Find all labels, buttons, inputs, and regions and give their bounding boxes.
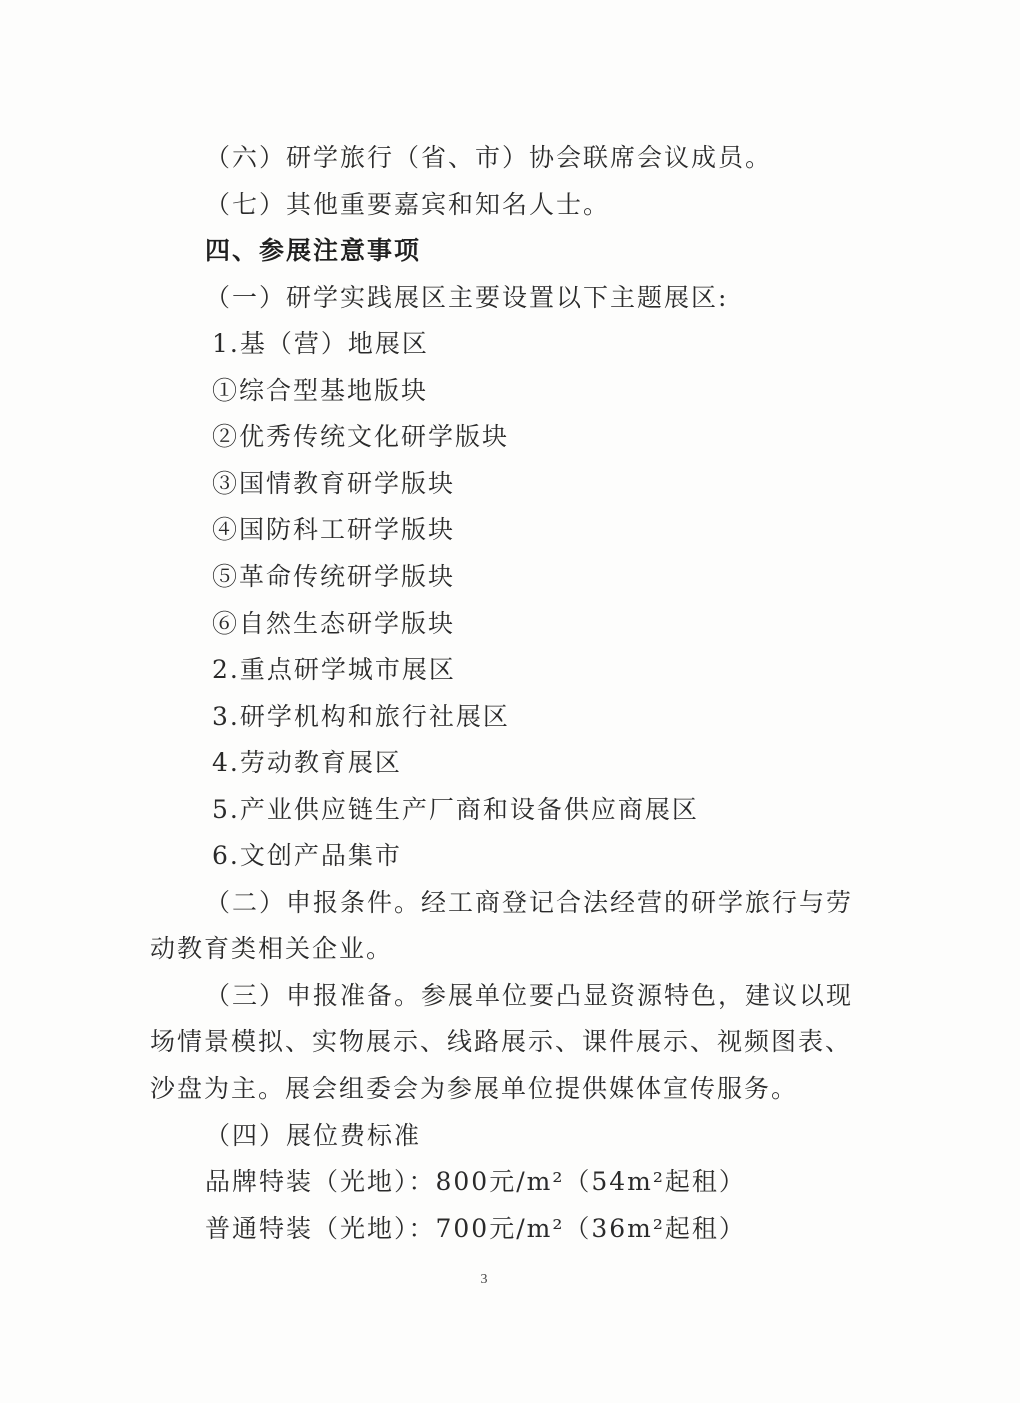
text-line: 普通特装（光地）：700元/m²（36m²起租）	[205, 1214, 746, 1243]
text-line: 场情景模拟、实物展示、线路展示、课件展示、视频图表、	[150, 1027, 853, 1056]
list-item: 2.重点研学城市展区	[212, 655, 456, 684]
text-line: （二）申报条件。经工商登记合法经营的研学旅行与劳	[205, 888, 854, 917]
list-item: ⑥自然生态研学版块	[212, 609, 456, 638]
list-item: ②优秀传统文化研学版块	[212, 422, 510, 451]
section-heading: 四、参展注意事项	[205, 236, 422, 265]
text-line: （一）研学实践展区主要设置以下主题展区:	[205, 283, 729, 312]
list-item: ④国防科工研学版块	[212, 515, 456, 544]
text-line: 沙盘为主。展会组委会为参展单位提供媒体宣传服务。	[150, 1074, 799, 1103]
list-item: ③国情教育研学版块	[212, 469, 456, 498]
text-line: （六）研学旅行（省、市）协会联席会议成员。	[205, 143, 773, 172]
text-line: 品牌特装（光地）：800元/m²（54m²起租）	[205, 1167, 746, 1196]
text-line: （四）展位费标准	[205, 1121, 422, 1150]
text-line: 动教育类相关企业。	[150, 934, 394, 963]
list-item: ⑤革命传统研学版块	[212, 562, 456, 591]
list-item: 3.研学机构和旅行社展区	[212, 702, 510, 731]
list-item: 4.劳动教育展区	[212, 748, 402, 777]
text-line: （七）其他重要嘉宾和知名人士。	[205, 190, 611, 219]
page-number: 3	[480, 1272, 488, 1287]
list-item: 5.产业供应链生产厂商和设备供应商展区	[212, 795, 699, 824]
list-item: ①综合型基地版块	[212, 376, 429, 405]
list-item: 6.文创产品集市	[212, 841, 402, 870]
list-item: 1.基（营）地展区	[212, 329, 429, 358]
text-line: （三）申报准备。参展单位要凸显资源特色，建议以现	[205, 981, 854, 1010]
